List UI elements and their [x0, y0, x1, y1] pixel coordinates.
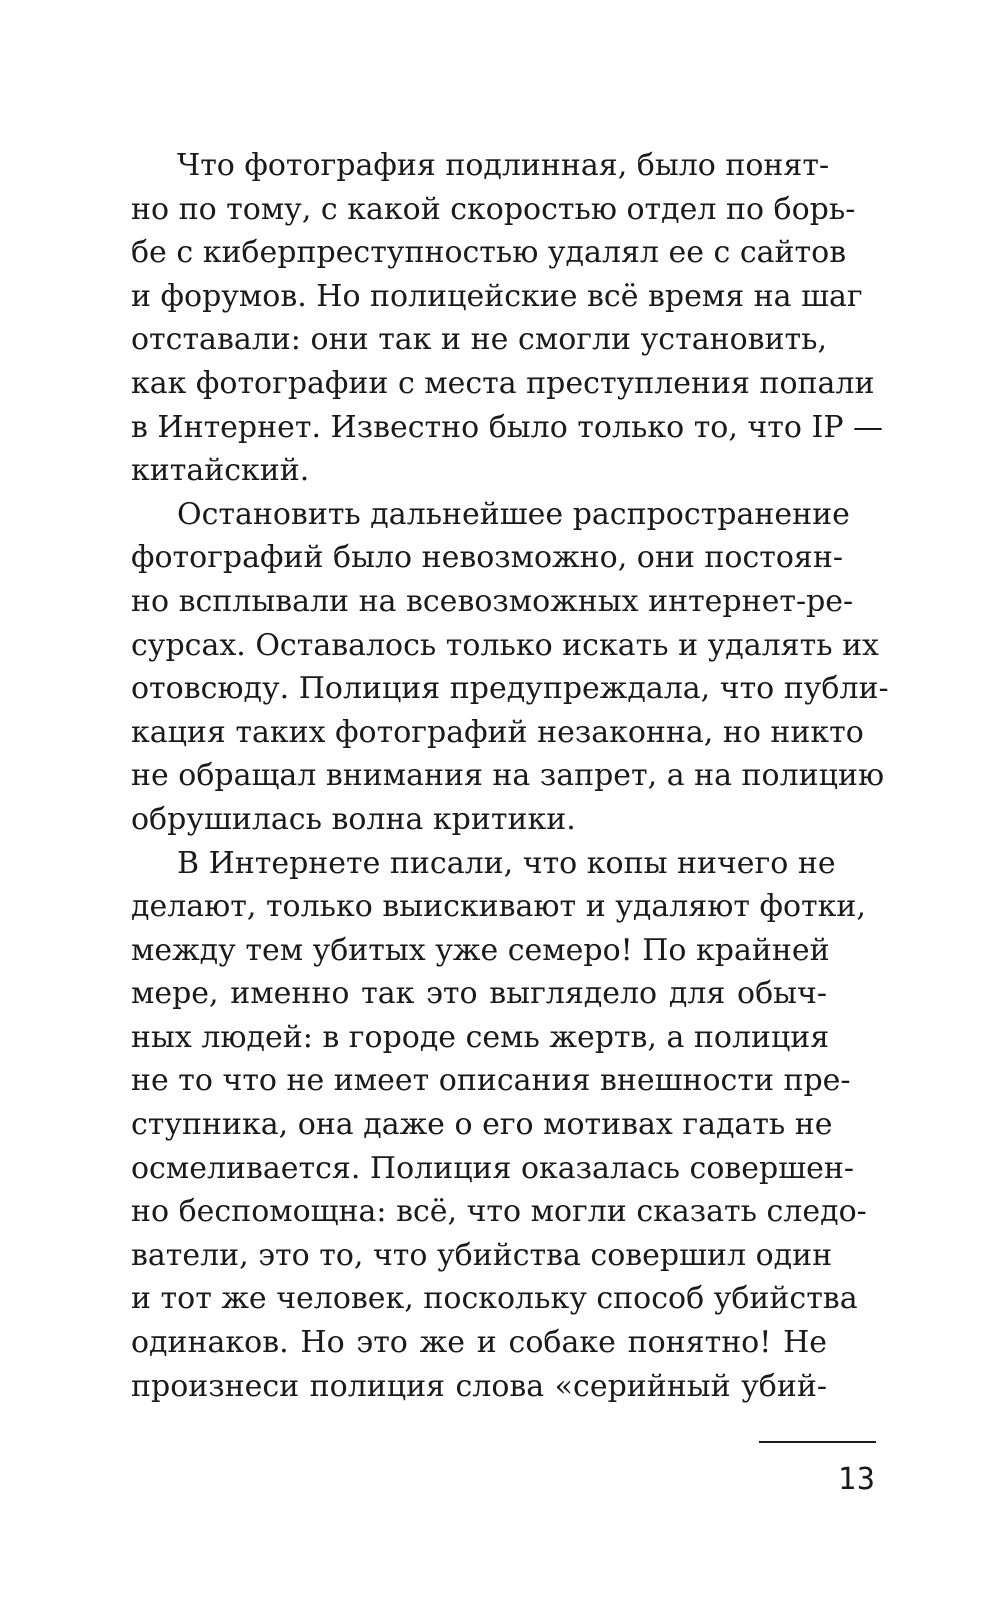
text-line: и форумов. Но полицейские всё время на шаг: [131, 278, 863, 314]
body-text: [131, 144, 889, 1408]
text-line: произнеси полиция слова «серийный убий-: [131, 1368, 827, 1404]
text-line: но всплывали на всевозможных интернет-ре-: [131, 583, 854, 619]
text-line: сурсах. Оставалось только искать и удалять их: [131, 627, 879, 663]
page-number: 13: [837, 1462, 876, 1497]
text-line: между тем убитых уже семеро! По крайней: [131, 932, 830, 968]
text-line: ступника, она даже о его мотивах гадать не: [131, 1107, 833, 1143]
text-line: отставали: они так и не смогли установить,: [131, 322, 827, 358]
text-line: ватели, это то, что убийства совершил один: [131, 1237, 833, 1273]
text-line: но по тому, с какой скоростью отдел по борь-: [131, 191, 856, 227]
text-line: не то что не имеет описания внешности пре-: [131, 1063, 851, 1099]
text-line: Что фотография подлинная, было понят-: [177, 148, 830, 183]
text-line: делают, только выискивают и удаляют фотки,: [131, 889, 866, 925]
text-line: бе с киберпреступностью удалял ее с сайтов: [131, 235, 847, 271]
text-line: Остановить дальнейшее распространение: [177, 496, 850, 532]
text-line: как фотографии с места преступления попали: [131, 365, 875, 401]
text-line: осмеливается. Полиция оказалась совершен-: [131, 1150, 855, 1186]
text-line: кация таких фотографий незаконна, но никто: [131, 714, 864, 750]
text-line: ных людей: в городе семь жертв, а полиция: [131, 1019, 830, 1055]
text-line: не обращал внимания на запрет, а на полицию: [131, 758, 885, 794]
text-line: отовсюду. Полиция предупреждала, что публи-: [131, 671, 889, 707]
text-line: в Интернет. Известно было только то, что IP —: [131, 409, 884, 445]
footer-rule: [759, 1441, 876, 1443]
text-line: и тот же человек, поскольку способ убийства: [131, 1281, 858, 1317]
text-line: обрушилась волна критики.: [131, 801, 576, 837]
text-line: китайский.: [131, 453, 310, 489]
text-line: но беспомощна: всё, что могли сказать следо-: [131, 1194, 867, 1230]
text-line: мере, именно так это выглядело для обыч-: [131, 976, 827, 1012]
text-line: В Интернете писали, что копы ничего не: [177, 845, 836, 881]
text-line: одинаков. Но это же и собаке понятно! Не: [131, 1325, 827, 1361]
text-line: фотографий было невозможно, они постоян-: [131, 540, 843, 576]
